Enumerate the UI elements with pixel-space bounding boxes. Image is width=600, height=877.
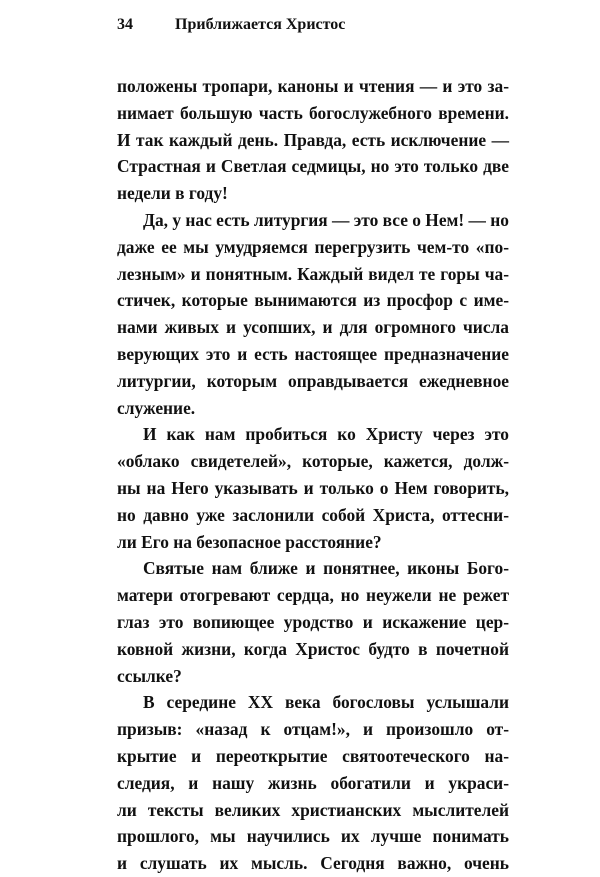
text-line: лезным» и понятным. Каждый видел те горы ча- bbox=[117, 263, 509, 284]
text-line: стичек, которые вынимаются из просфор с име- bbox=[117, 290, 509, 311]
text-line: верующих это и есть настоящее предназначение bbox=[117, 343, 509, 364]
text-line: недели в году! bbox=[117, 183, 228, 204]
body-text bbox=[117, 73, 509, 877]
page-number: 34 bbox=[117, 16, 133, 33]
text-line: служение. bbox=[117, 397, 196, 418]
text-line: нимает большую часть богослужебного времени. bbox=[117, 102, 509, 123]
paragraph-4 bbox=[117, 555, 509, 689]
text-line: положены тропари, каноны и чтения — и это за- bbox=[117, 76, 509, 96]
text-line: даже ее мы умудряемся перегрузить чем-то «по- bbox=[117, 236, 509, 257]
text-line: ли тексты великих христианских мыслителей bbox=[117, 799, 509, 820]
text-line: призыв: «назад к отцам!», и произошло от- bbox=[117, 719, 509, 740]
text-line: следия, и нашу жизнь обогатили и украси- bbox=[117, 772, 509, 793]
text-line: но давно уже заслонили собой Христа, оттесни- bbox=[117, 504, 509, 525]
running-title: Приближается Христос bbox=[175, 16, 346, 33]
paragraph-2 bbox=[117, 207, 509, 421]
text-line: матери отогревают сердца, но неужели не режет bbox=[117, 585, 509, 606]
text-line: Страстная и Светлая седмицы, но это только две bbox=[117, 156, 509, 177]
text-line: литургии, которым оправдывается ежедневное bbox=[117, 370, 509, 391]
paragraph-5 bbox=[117, 689, 509, 877]
text-line: И как нам пробиться ко Христу через это bbox=[143, 424, 509, 445]
paragraph-1 bbox=[117, 73, 509, 207]
text-line: И так каждый день. Правда, есть исключение — bbox=[117, 129, 509, 150]
text-line: глаз это вопиющее уродство и искажение цер- bbox=[117, 611, 509, 632]
text-line: ны на Него указывать и только о Нем говорить, bbox=[117, 477, 509, 498]
text-line: прошлого, мы научились их лучше понимать bbox=[117, 826, 509, 847]
text-line: ссылке? bbox=[117, 665, 182, 686]
text-line: Да, у нас есть литургия — это все о Нем! — но bbox=[143, 209, 509, 230]
text-line: «облако свидетелей», которые, кажется, долж- bbox=[117, 451, 509, 472]
text-line: и слушать их мысль. Сегодня важно, очень bbox=[117, 853, 509, 874]
text-line: ли Его на безопасное расстояние? bbox=[117, 531, 382, 552]
text-line: В середине XX века богословы услышали bbox=[143, 692, 509, 713]
running-header bbox=[117, 14, 517, 36]
text-line: ковной жизни, когда Христос будто в почетной bbox=[117, 638, 509, 659]
paragraph-3 bbox=[117, 421, 509, 555]
text-line: Святые нам ближе и понятнее, иконы Бого- bbox=[143, 558, 509, 579]
text-line: крытие и переоткрытие святоотеческого на- bbox=[117, 745, 509, 766]
text-line: нами живых и усопших, и для огромного числа bbox=[117, 317, 509, 338]
